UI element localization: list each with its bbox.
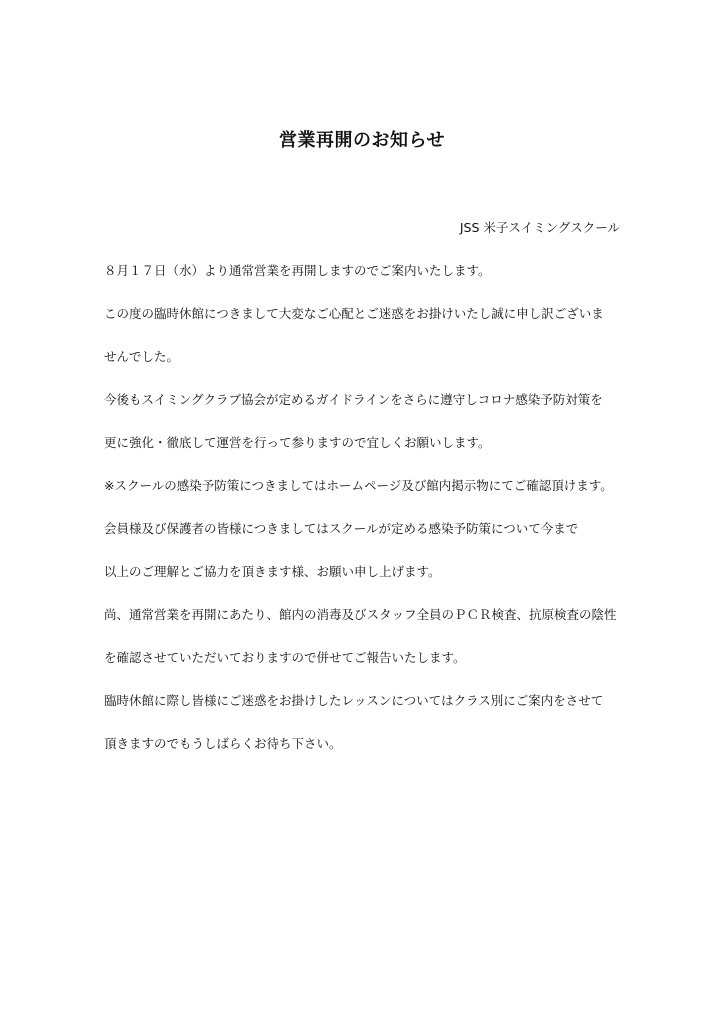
body-line: この度の臨時休館につきまして大変なご心配とご迷惑をお掛けいたし誠に申し訳ございま	[104, 306, 604, 321]
body-line: 更に強化・徹底して運営を行って参りますので宜しくお願いします。	[104, 435, 491, 450]
sender-name: JSS 米子スイミングスクール	[459, 220, 620, 235]
body-line: 尚、通常営業を再開にあたり、館内の消毒及びスタッフ全員のＰＣＲ検査、抗原検査の陰性	[104, 607, 617, 622]
body-line: を確認させていただいておりますので併せてご報告いたします。	[104, 650, 466, 665]
body-line: 臨時休館に際し皆様にご迷惑をお掛けしたレッスンについてはクラス別にご案内をさせて	[104, 693, 604, 708]
body-line: 頂きますのでもうしばらくお待ち下さい。	[104, 736, 342, 751]
body-line: 会員様及び保護者の皆様につきましてはスクールが定める感染予防策について今まで	[104, 521, 579, 536]
body-line: 以上のご理解とご協力を頂きます様、お願い申し上げます。	[104, 564, 441, 579]
page-title: 営業再開のお知らせ	[279, 130, 445, 151]
body-line: 今後もスイミングクラブ協会が定めるガイドラインをさらに遵守しコロナ感染予防対策を	[104, 392, 603, 407]
body-line: せんでした。	[104, 349, 180, 364]
body-line: ８月１７日（水）より通常営業を再開しますのでご案内いたします。	[104, 263, 491, 278]
body-line: ※スクールの感染予防策につきましてはホームページ及び館内掲示物にてご確認頂けます。	[104, 478, 613, 493]
